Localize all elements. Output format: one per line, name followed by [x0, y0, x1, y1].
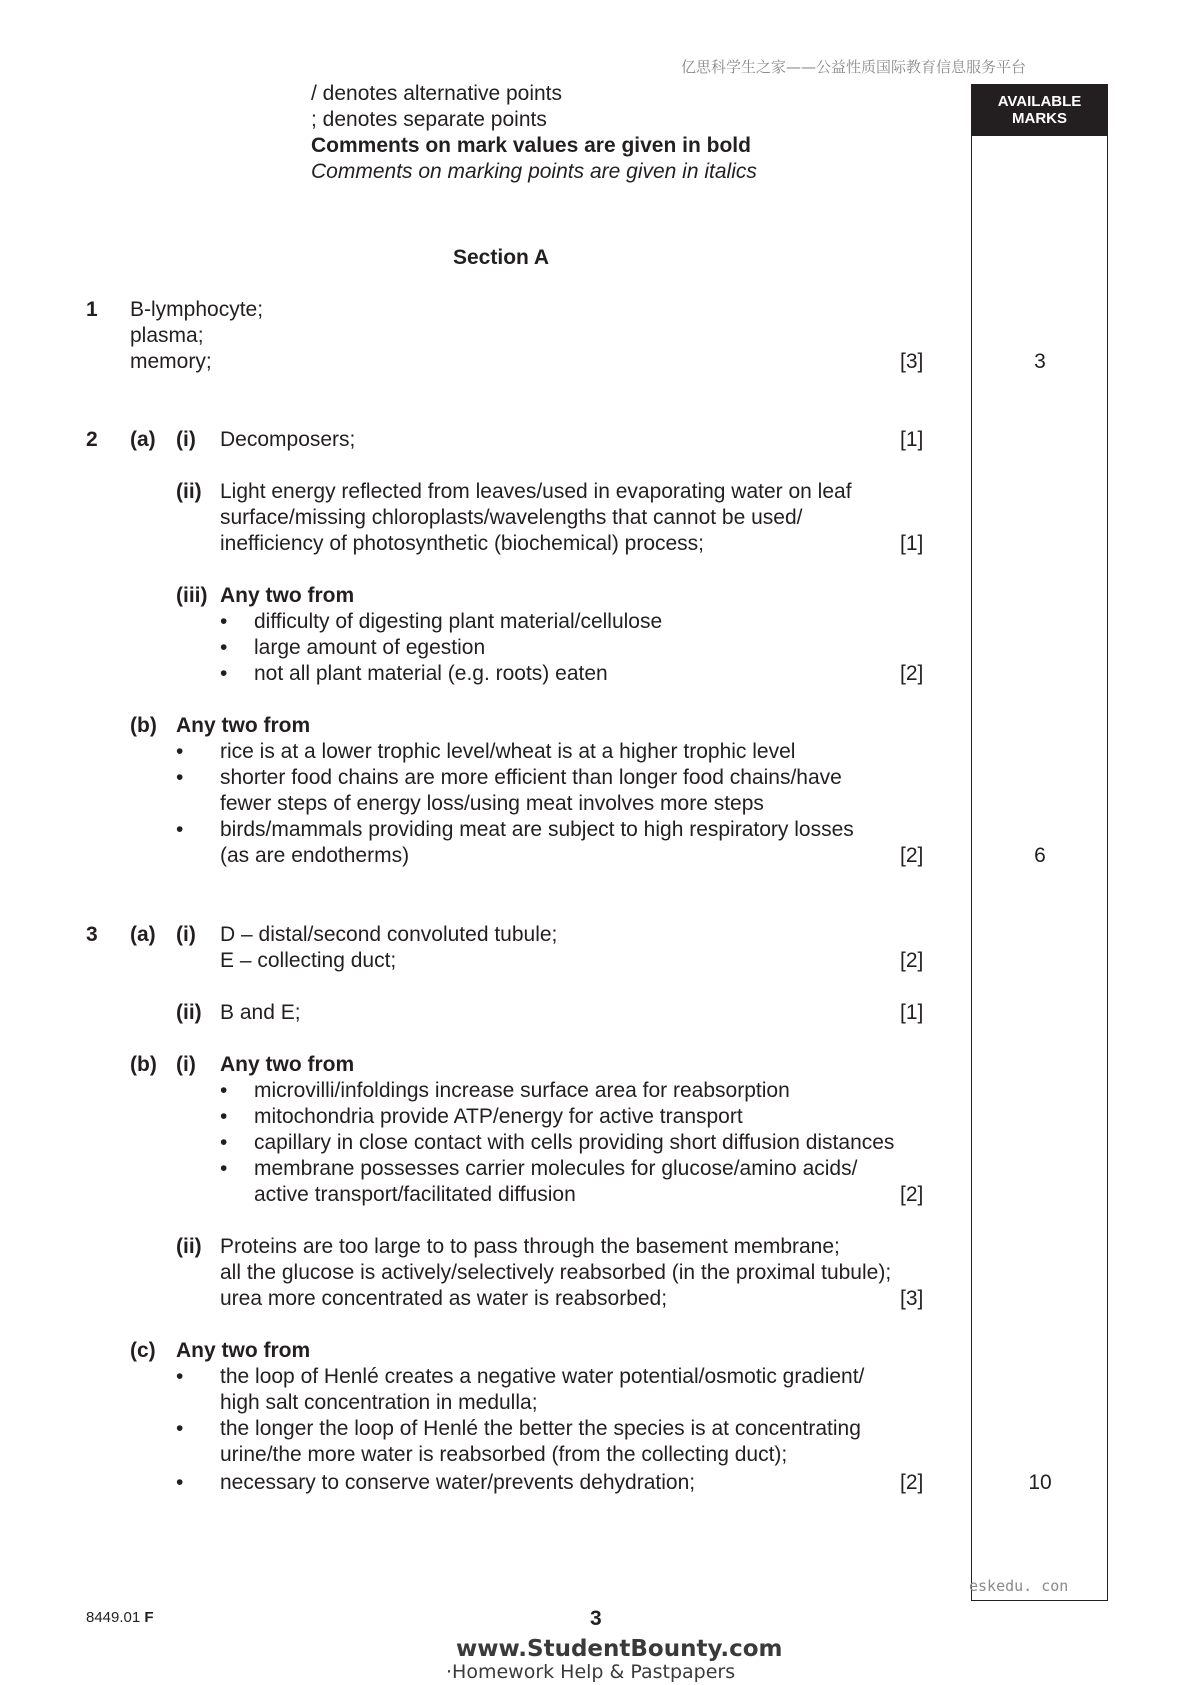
q3c-line: necessary to conserve water/prevents dehydration; — [220, 1471, 696, 1494]
studentbounty-url[interactable]: www.StudentBounty.com — [456, 1636, 783, 1662]
q2aii-line: Light energy reflected from leaves/used in evaporating water on leaf — [220, 480, 852, 503]
q2-available: 6 — [1034, 844, 1046, 867]
q3bi-mark: [2] — [900, 1183, 924, 1206]
q3bii-label: (ii) — [176, 1235, 202, 1258]
q2b-label: (b) — [130, 714, 157, 737]
bullet: • — [176, 1365, 184, 1388]
q2ai-answer: Decomposers; — [220, 428, 356, 451]
bullet: • — [176, 740, 184, 763]
q2aiii-bullet: difficulty of digesting plant material/cellulose — [254, 610, 663, 633]
q3bi-heading: Any two from — [220, 1053, 355, 1076]
q3ai-label: (i) — [176, 923, 196, 946]
q1-line: B-lymphocyte; — [130, 298, 264, 321]
paper-code-suffix: F — [144, 1609, 154, 1626]
q1-mark: [3] — [900, 350, 924, 373]
q3aii-answer: B and E; — [220, 1001, 301, 1024]
convention-separate: ; denotes separate points — [311, 108, 547, 131]
bullet: • — [176, 1417, 184, 1440]
footer-site-watermark: eskedu. con — [969, 1577, 1069, 1595]
q2aiii-bullet: not all plant material (e.g. roots) eaten — [254, 662, 608, 685]
q3bi-line: microvilli/infoldings increase surface area for reabsorption — [254, 1079, 790, 1102]
q2b-line: shorter food chains are more efficient than longer food chains/have — [220, 766, 842, 789]
paper-code — [86, 1605, 154, 1631]
q3bii-line: Proteins are too large to to pass through the basement membrane; — [220, 1235, 840, 1258]
paper-code-number: 8449.01 — [86, 1609, 141, 1626]
q3bi-line: membrane possesses carrier molecules for glucose/amino acids/ — [254, 1157, 858, 1180]
studentbounty-tagline: ·Homework Help & Pastpapers — [446, 1661, 736, 1683]
bullet: • — [176, 818, 184, 841]
convention-italics: Comments on marking points are given in italics — [311, 160, 757, 183]
q2b-line: fewer steps of energy loss/using meat involves more steps — [220, 792, 764, 815]
q3c-line: urine/the more water is reabsorbed (from the collecting duct); — [220, 1443, 788, 1466]
q2aii-line: inefficiency of photosynthetic (biochemical) process; — [220, 532, 705, 555]
available-marks-header-line2: MARKS — [1012, 110, 1067, 127]
section-title: Section A — [453, 246, 550, 269]
bullet: • — [220, 1079, 228, 1102]
q3-number: 3 — [86, 923, 98, 946]
q3c-mark: [2] — [900, 1471, 924, 1494]
q2b-line: rice is at a lower trophic level/wheat is at a higher trophic level — [220, 740, 796, 763]
q2aii-label: (ii) — [176, 480, 202, 503]
q3bi-line: active transport/facilitated diffusion — [254, 1183, 576, 1206]
q2aii-mark: [1] — [900, 532, 924, 555]
bullet: • — [176, 766, 184, 789]
header-watermark: 亿思科学生之家——公益性质国际教育信息服务平台 — [681, 58, 1027, 76]
q2-number: 2 — [86, 428, 98, 451]
bullet: • — [220, 1131, 228, 1154]
q2aiii-label: (iii) — [176, 584, 208, 607]
q3bi-line: mitochondria provide ATP/energy for active transport — [254, 1105, 743, 1128]
q3bii-mark: [3] — [900, 1287, 924, 1310]
q3b-label: (b) — [130, 1053, 157, 1076]
available-marks-header-line1: AVAILABLE — [997, 93, 1082, 110]
q1-line: memory; — [130, 350, 212, 373]
q2aiii-heading: Any two from — [220, 584, 355, 607]
bullet: • — [176, 1471, 184, 1494]
q3ai-line: E – collecting duct; — [220, 949, 397, 972]
q2ai-mark: [1] — [900, 428, 924, 451]
q2b-line: birds/mammals providing meat are subject to high respiratory losses — [220, 818, 854, 841]
q3ai-mark: [2] — [900, 949, 924, 972]
q1-line: plasma; — [130, 324, 204, 347]
available-marks-header — [971, 84, 1108, 136]
bullet: • — [220, 636, 228, 659]
bullet: • — [220, 1157, 228, 1180]
bullet: • — [220, 610, 228, 633]
q2aiii-mark: [2] — [900, 662, 924, 685]
q3c-heading: Any two from — [176, 1339, 311, 1362]
q3bii-line: urea more concentrated as water is reabsorbed; — [220, 1287, 668, 1310]
q3a-label: (a) — [130, 923, 156, 946]
q1-available: 3 — [1034, 350, 1046, 373]
q2b-heading: Any two from — [176, 714, 311, 737]
q3bii-line: all the glucose is actively/selectively reabsorbed (in the proximal tubule); — [220, 1261, 892, 1284]
q2a-label: (a) — [130, 428, 156, 451]
q2b-mark: [2] — [900, 844, 924, 867]
bullet: • — [220, 1105, 228, 1128]
bullet: • — [220, 662, 228, 685]
q1-number: 1 — [86, 298, 98, 321]
convention-bold: Comments on mark values are given in bold — [311, 134, 751, 157]
q3ai-line: D – distal/second convoluted tubule; — [220, 923, 558, 946]
q3aii-label: (ii) — [176, 1001, 202, 1024]
q2ai-label: (i) — [176, 428, 196, 451]
q3c-label: (c) — [130, 1339, 156, 1362]
q3c-line: high salt concentration in medulla; — [220, 1391, 538, 1414]
q3bi-line: capillary in close contact with cells providing short diffusion distances — [254, 1131, 895, 1154]
q3c-line: the loop of Henlé creates a negative water potential/osmotic gradient/ — [220, 1365, 865, 1388]
q2aii-line: surface/missing chloroplasts/wavelengths that cannot be used/ — [220, 506, 803, 529]
page-number: 3 — [590, 1607, 602, 1630]
q3-available: 10 — [1028, 1471, 1052, 1494]
q3c-line: the longer the loop of Henlé the better the species is at concentrating — [220, 1417, 861, 1440]
q2aiii-bullet: large amount of egestion — [254, 636, 486, 659]
q3bi-label: (i) — [176, 1053, 196, 1076]
convention-alternative: / denotes alternative points — [311, 82, 562, 105]
q3aii-mark: [1] — [900, 1001, 924, 1024]
q2b-line: (as are endotherms) — [220, 844, 410, 867]
